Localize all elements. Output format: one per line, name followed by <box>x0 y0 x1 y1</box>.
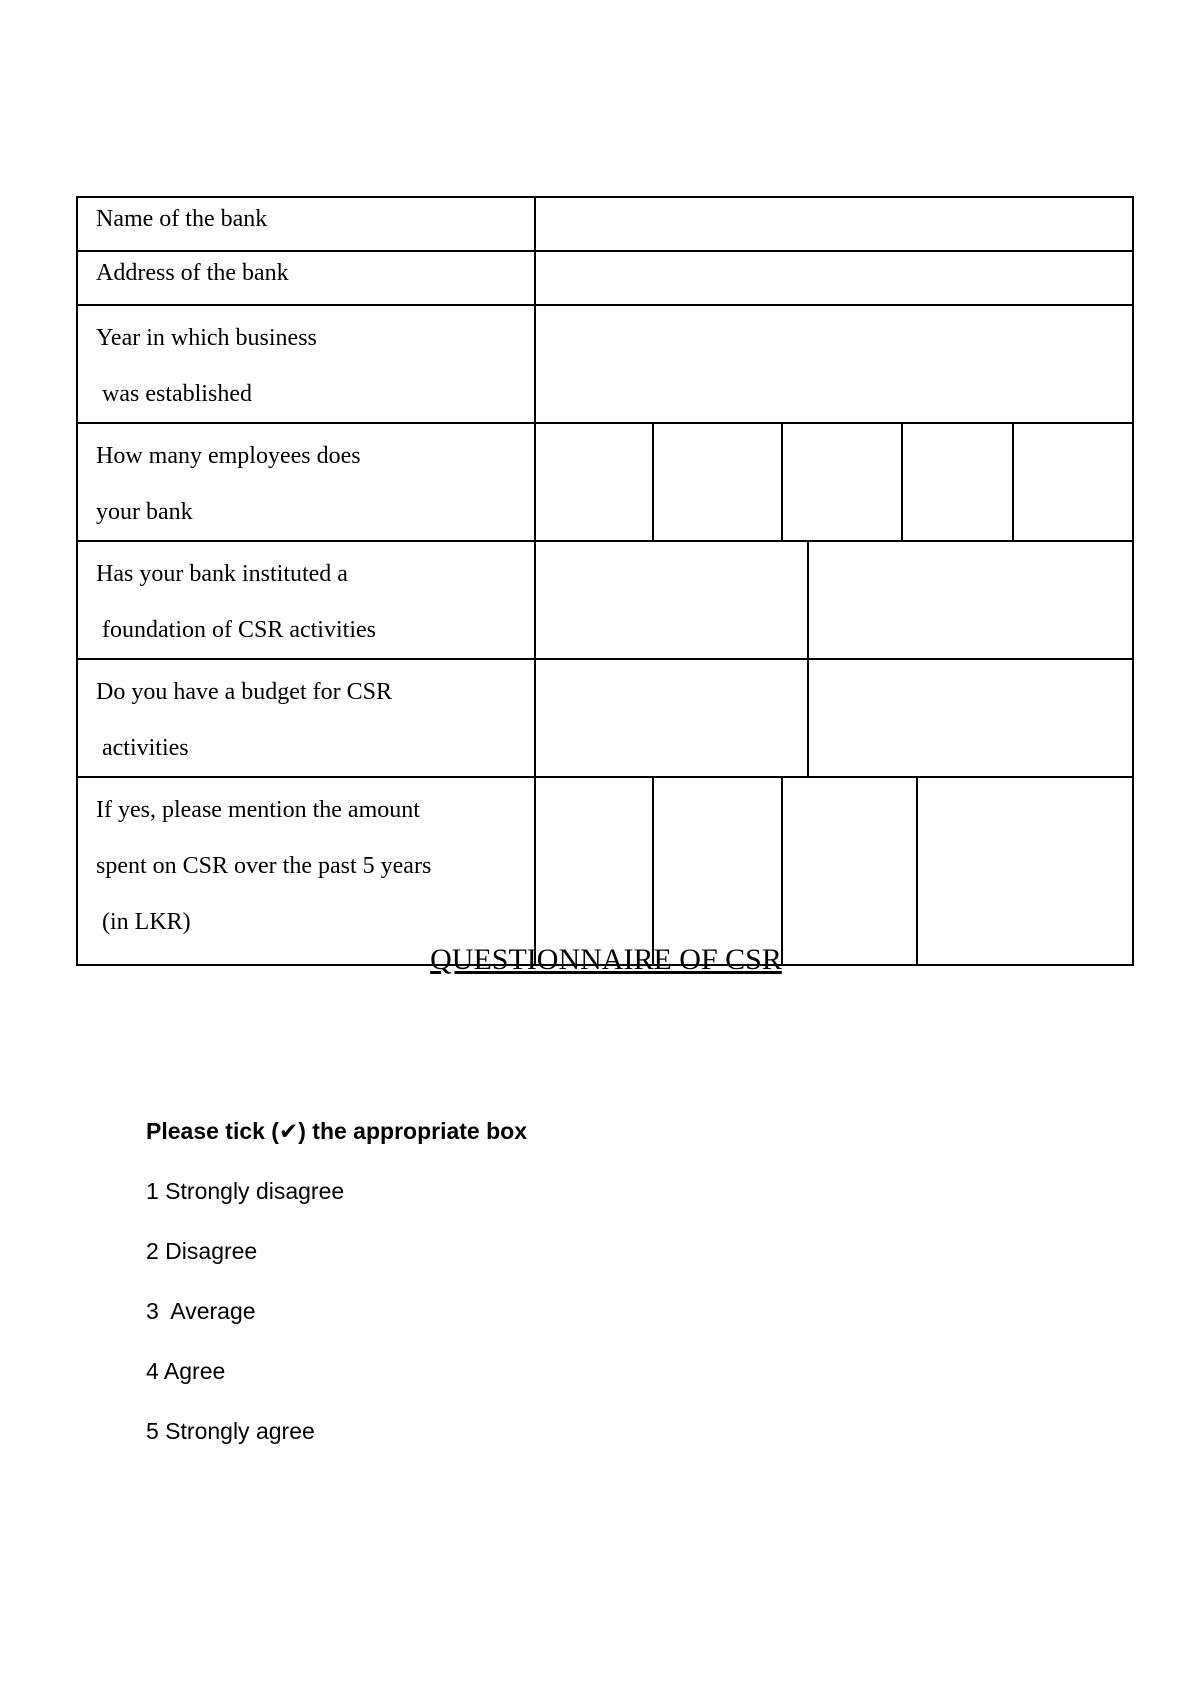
label-csr-budget <box>77 659 535 777</box>
employees-option-box[interactable] <box>1013 423 1133 541</box>
csr-amount-year-box[interactable] <box>653 777 782 965</box>
employees-option-box[interactable] <box>535 423 653 541</box>
page-title: QUESTIONNAIRE OF CSR <box>430 943 782 976</box>
label-line: your bank <box>96 499 193 525</box>
label-line: Has your bank instituted a <box>96 561 348 587</box>
row-csr-amount <box>77 777 1133 965</box>
label-line: Name of the bank <box>96 206 268 232</box>
row-csr-foundation <box>77 541 1133 659</box>
csr-foundation-option-box[interactable] <box>535 541 808 659</box>
label-employees <box>77 423 535 541</box>
scale-item: 3 Average <box>146 1298 256 1324</box>
row-csr-budget <box>77 659 1133 777</box>
label-line: foundation of CSR activities <box>96 617 376 643</box>
csr-foundation-option-box[interactable] <box>808 541 1133 659</box>
label-line: activities <box>96 735 189 761</box>
instruction-heading: Please tick (✔) the appropriate box <box>146 1118 527 1144</box>
label-line: If yes, please mention the amount <box>96 797 420 823</box>
bank-address-field[interactable] <box>535 251 1133 305</box>
employees-option-box[interactable] <box>902 423 1013 541</box>
csr-amount-year-box[interactable] <box>917 777 1133 965</box>
csr-amount-year-box[interactable] <box>535 777 653 965</box>
row-bank-name <box>77 197 1133 251</box>
csr-budget-option-box[interactable] <box>535 659 808 777</box>
label-line: Address of the bank <box>96 260 289 286</box>
bank-name-field[interactable] <box>535 197 1133 251</box>
csr-budget-option-box[interactable] <box>808 659 1133 777</box>
scale-item: 4 Agree <box>146 1358 226 1384</box>
label-csr-foundation <box>77 541 535 659</box>
year-established-field[interactable] <box>535 305 1133 423</box>
row-employees <box>77 423 1133 541</box>
label-line: (in LKR) <box>96 909 191 935</box>
label-line: How many employees does <box>96 443 361 469</box>
scale-item: 1 Strongly disagree <box>146 1178 345 1204</box>
employees-option-box[interactable] <box>653 423 782 541</box>
label-bank-name <box>77 197 535 251</box>
employees-option-box[interactable] <box>782 423 902 541</box>
scale-item: 5 Strongly agree <box>146 1418 315 1444</box>
label-line: was established <box>96 381 252 407</box>
label-line: Year in which business <box>96 325 317 351</box>
label-csr-amount <box>77 777 535 965</box>
label-bank-address <box>77 251 535 305</box>
row-bank-address <box>77 251 1133 305</box>
csr-amount-year-box[interactable] <box>782 777 917 965</box>
row-year-established <box>77 305 1133 423</box>
label-line: spent on CSR over the past 5 years <box>96 853 432 879</box>
bank-info-table <box>76 196 1134 966</box>
rating-instructions <box>146 1116 527 1476</box>
label-line: Do you have a budget for CSR <box>96 679 392 705</box>
scale-item: 2 Disagree <box>146 1238 258 1264</box>
label-year-established <box>77 305 535 423</box>
